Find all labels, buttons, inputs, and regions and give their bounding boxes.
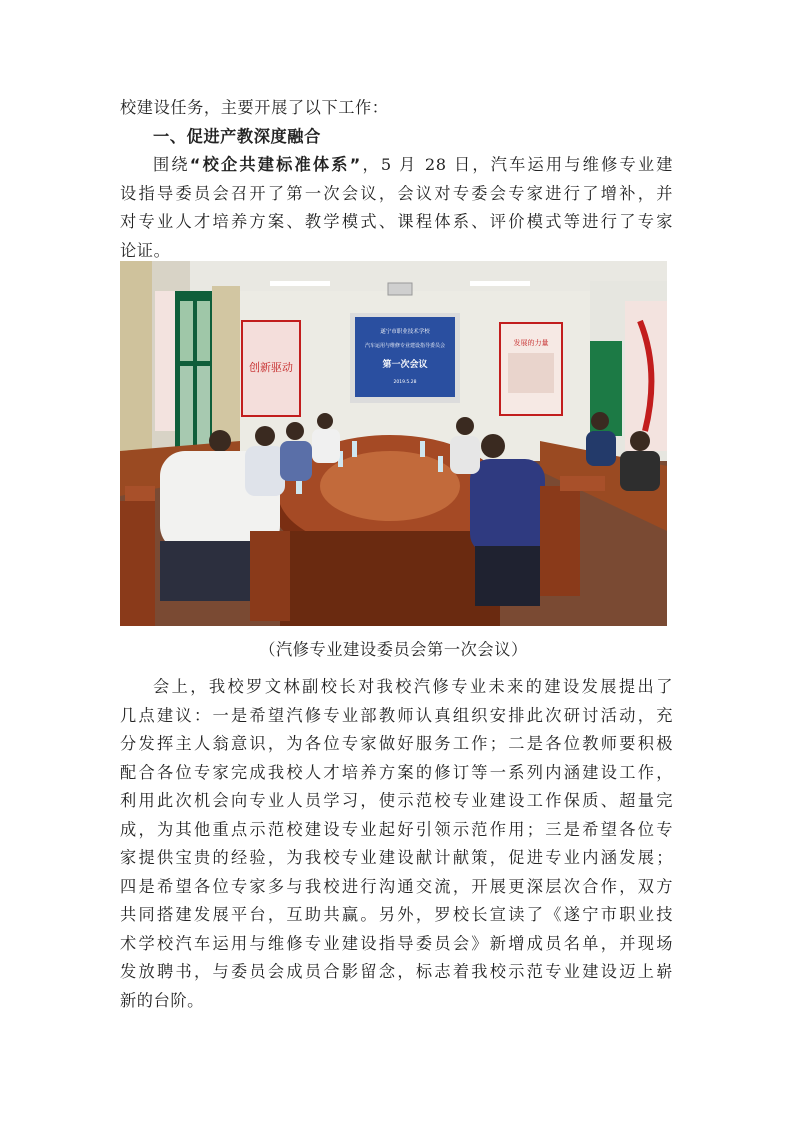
paragraph-line: 配合各位专家完成我校人才培养方案的修订等一系列内涵建设工作， (120, 762, 673, 782)
chair (125, 486, 155, 501)
paragraph-line: 对专业人才培养方案、教学模式、课程体系、评价模式等进行了专家 (120, 212, 673, 231)
curtain (120, 261, 152, 451)
projector (388, 283, 412, 295)
person-legs (475, 546, 540, 606)
chair (250, 531, 290, 621)
person-head (456, 417, 474, 435)
section-heading: 一、促进产教深度融合 (153, 126, 321, 146)
meeting-photo-illustration (120, 261, 667, 626)
screen-date: 2019.5.28 (393, 380, 417, 385)
poster-left (155, 291, 175, 431)
table-base (280, 531, 500, 626)
para-emphasis: “校企共建标准体系” (189, 155, 361, 174)
paragraph-line: 几点建议：一是希望汽修专业部教师认真组织安排此次研讨活动，充 (120, 705, 673, 725)
screen-committee: 汽车运用与维修专业建设指导委员会 (364, 343, 446, 349)
paragraph-line: 发放聘书，与委员会成员合影留念，标志着我校示范专业建设迈上崭 (120, 962, 673, 981)
person-legs (160, 541, 250, 601)
body-section-1 (120, 94, 673, 265)
para-line1-rest: ，5 月 28 日，汽车运用与维修专业建 (360, 155, 674, 174)
person-body (312, 429, 340, 463)
ceiling-light (470, 281, 530, 286)
chair (560, 476, 605, 491)
paragraph-line: 会上，我校罗文林副校长对我校汽修专业未来的建设发展提出了 (153, 677, 673, 696)
screen-school: 遂宁市职业技术学校 (380, 329, 430, 335)
paragraph-line (120, 151, 673, 180)
window-glass (197, 301, 210, 361)
poster-right-title: 发展的力量 (513, 339, 549, 347)
paragraph-line: 成，为其他重点示范校建设专业起好引领示范作用；三是希望各位专 (120, 819, 673, 839)
paragraph-line: 共同搭建发展平台，互助共赢。另外，罗校长宣读了《遂宁市职业技 (120, 905, 673, 924)
paragraph-line: 家提供宝贵的经验，为我校专业建设献计献策，促进专业内涵发展； (120, 848, 673, 867)
paragraph-line: 论证。 (120, 240, 171, 260)
person-body (450, 436, 480, 474)
paragraph-line: 新的台阶。 (120, 990, 204, 1010)
person-body (586, 431, 616, 466)
intro-line: 校建设任务，主要开展了以下工作： (120, 98, 389, 117)
person-body (245, 446, 285, 496)
curtain (212, 286, 240, 456)
person-head (481, 434, 505, 458)
person-head (286, 422, 304, 440)
para-lead: 围绕 (153, 155, 190, 174)
photo-caption: （汽修专业建设委员会第一次会议） (259, 640, 528, 659)
paragraph-line: 四是希望各位专家多与我校进行沟通交流，开展更深层次合作，双方 (120, 876, 673, 896)
body-section-2 (120, 673, 673, 1015)
window-glass (197, 366, 210, 446)
person-body (470, 459, 545, 554)
ceiling-light (270, 281, 330, 286)
bottle (420, 441, 425, 457)
person-head (255, 426, 275, 446)
window-glass (180, 366, 193, 446)
meeting-photo (120, 261, 667, 626)
paragraph-line: 设指导委员会召开了第一次会议，会议对专委会专家进行了增补，并 (120, 183, 673, 203)
person-head (630, 431, 650, 451)
person-head (317, 413, 333, 429)
person-head (591, 412, 609, 430)
screen-title: 第一次会议 (382, 360, 428, 370)
window-glass (180, 301, 193, 361)
poster-text: 创新驱动 (249, 361, 293, 374)
paragraph-line: 术学校汽车运用与维修专业建设指导委员会》新增成员名单，并现场 (120, 933, 673, 953)
poster-right-text (508, 353, 554, 393)
bottle (438, 456, 443, 472)
person-body (620, 451, 660, 491)
paragraph-line: 利用此次机会向专业人员学习，使示范校专业建设工作保质、超量完 (120, 791, 673, 810)
bottle (352, 441, 357, 457)
paragraph-line: 分发挥主人翁意识，为各位专家做好服务工作；二是各位教师要积极 (120, 734, 673, 753)
chair (120, 501, 155, 626)
chair (540, 486, 580, 596)
person-body (280, 441, 312, 481)
person-head (209, 430, 231, 452)
